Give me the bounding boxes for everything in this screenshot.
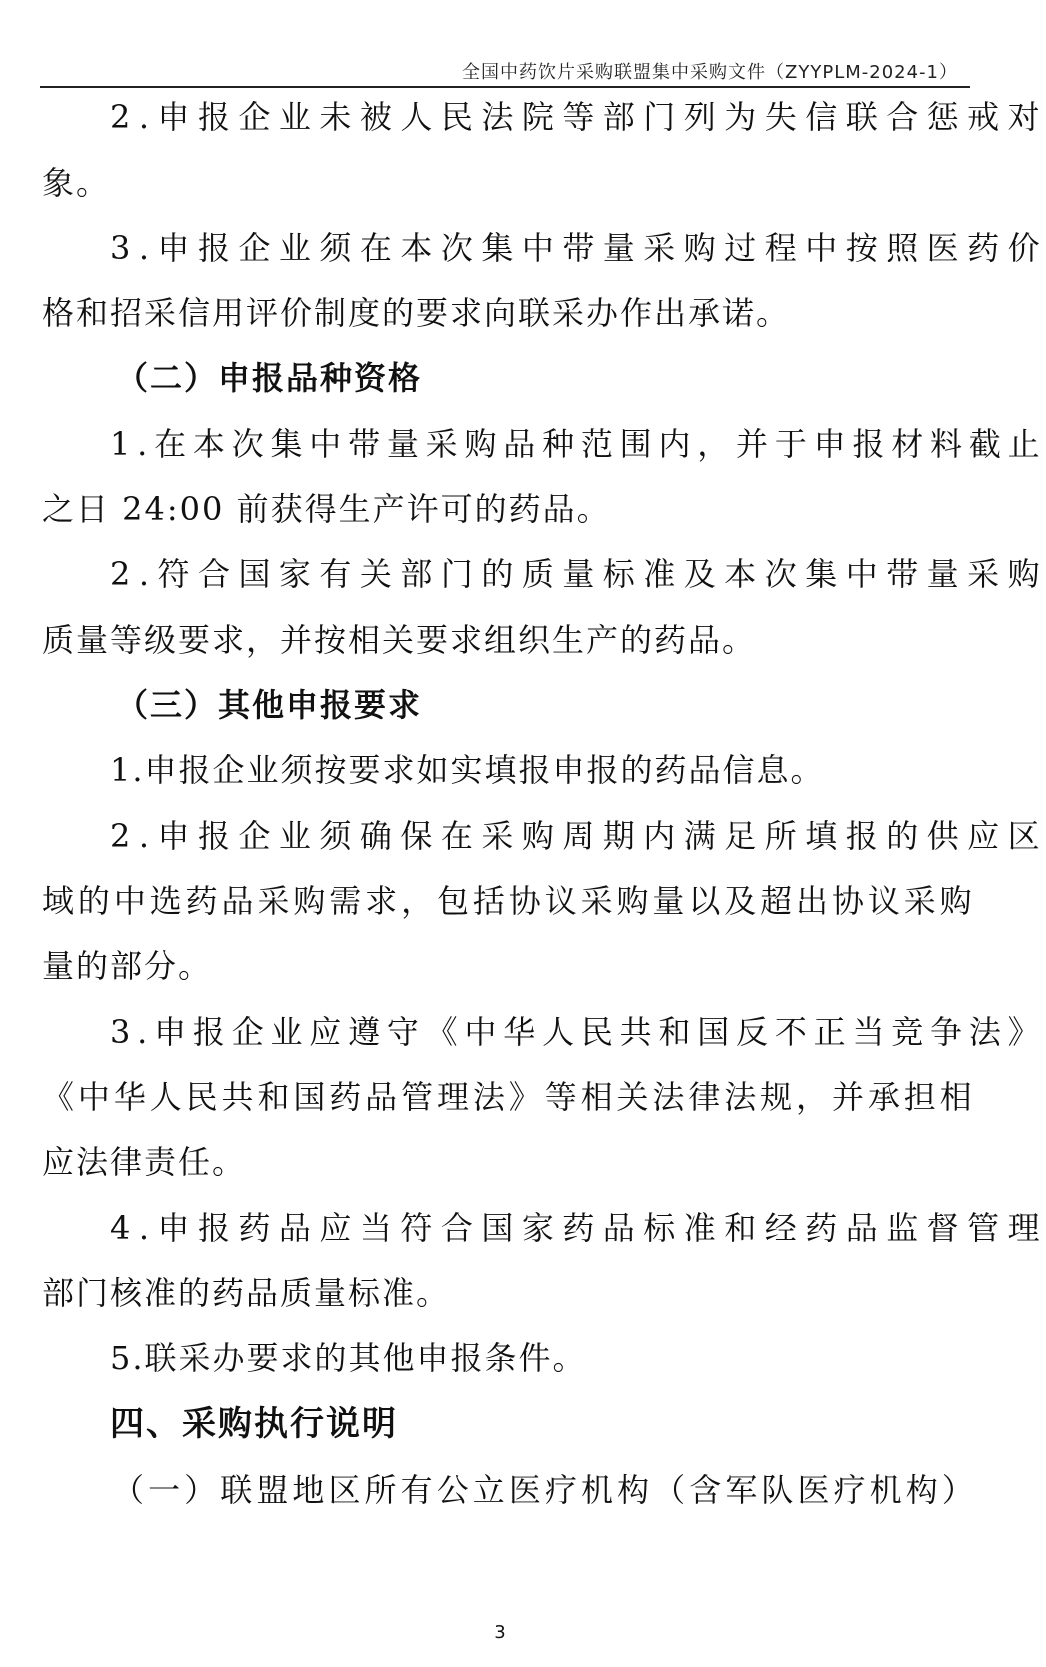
- paragraph-line: 象。: [42, 164, 111, 202]
- subsection-heading: （二）申报品种资格: [116, 359, 423, 397]
- paragraph-line: 2 . 符 合 国 家 有 关 部 门 的 质 量 标 准 及 本 次 集 中 带 量 采 购: [110, 555, 1040, 593]
- paragraph-line: 量的部分。: [42, 947, 213, 985]
- section-heading: 四、采购执行说明: [110, 1404, 398, 1444]
- subsection-heading: （三）其他申报要求: [116, 686, 423, 724]
- paragraph-line: 3 . 申 报 企 业 应 遵 守 《 中 华 人 民 共 和 国 反 不 正 当 竞 争 法 》: [110, 1013, 1040, 1051]
- paragraph-line: 1 . 在 本 次 集 中 带 量 采 购 品 种 范 围 内 ， 并 于 申 报 材 料 截 止: [110, 425, 1040, 463]
- paragraph-line: 3 . 申 报 企 业 须 在 本 次 集 中 带 量 采 购 过 程 中 按 照 医 药 价: [110, 229, 1040, 267]
- paragraph-line: 质量等级要求，并按相关要求组织生产的药品。: [42, 621, 757, 659]
- paragraph-line: 应法律责任。: [42, 1143, 247, 1181]
- paragraph-line: 2 . 申 报 企 业 须 确 保 在 采 购 周 期 内 满 足 所 填 报 的 供 应 区: [110, 817, 1040, 855]
- paragraph-line: 部门核准的药品质量标准。: [42, 1274, 451, 1312]
- page-number: 3: [494, 1622, 506, 1643]
- paragraph-line: 1.申报企业须按要求如实填报申报的药品信息。: [110, 751, 825, 789]
- paragraph-line: 域 的 中 选 药 品 采 购 需 求 ， 包 括 协 议 采 购 量 以 及 超 出 协 议 采 购: [42, 882, 972, 920]
- paragraph-line: 2 . 申 报 企 业 未 被 人 民 法 院 等 部 门 列 为 失 信 联 合 惩 戒 对: [110, 98, 1040, 136]
- paragraph-line: 5.联采办要求的其他申报条件。: [110, 1339, 587, 1377]
- paragraph-line: 《 中 华 人 民 共 和 国 药 品 管 理 法 》 等 相 关 法 律 法 规 ， 并 承 担 相: [42, 1078, 972, 1116]
- paragraph-line: 之日 24:00 前获得生产许可的药品。: [42, 490, 611, 528]
- header-rule: [40, 86, 970, 88]
- paragraph-line: 格和招采信用评价制度的要求向联采办作出承诺。: [42, 294, 791, 332]
- running-header: 全国中药饮片采购联盟集中采购文件（ZYYPLM-2024-1）: [462, 62, 958, 83]
- paragraph-line: 4 . 申 报 药 品 应 当 符 合 国 家 药 品 标 准 和 经 药 品 监 督 管 理: [110, 1209, 1040, 1247]
- paragraph-line: （ 一 ） 联 盟 地 区 所 有 公 立 医 疗 机 构 （ 含 军 队 医 疗 机 构 ）: [112, 1471, 974, 1509]
